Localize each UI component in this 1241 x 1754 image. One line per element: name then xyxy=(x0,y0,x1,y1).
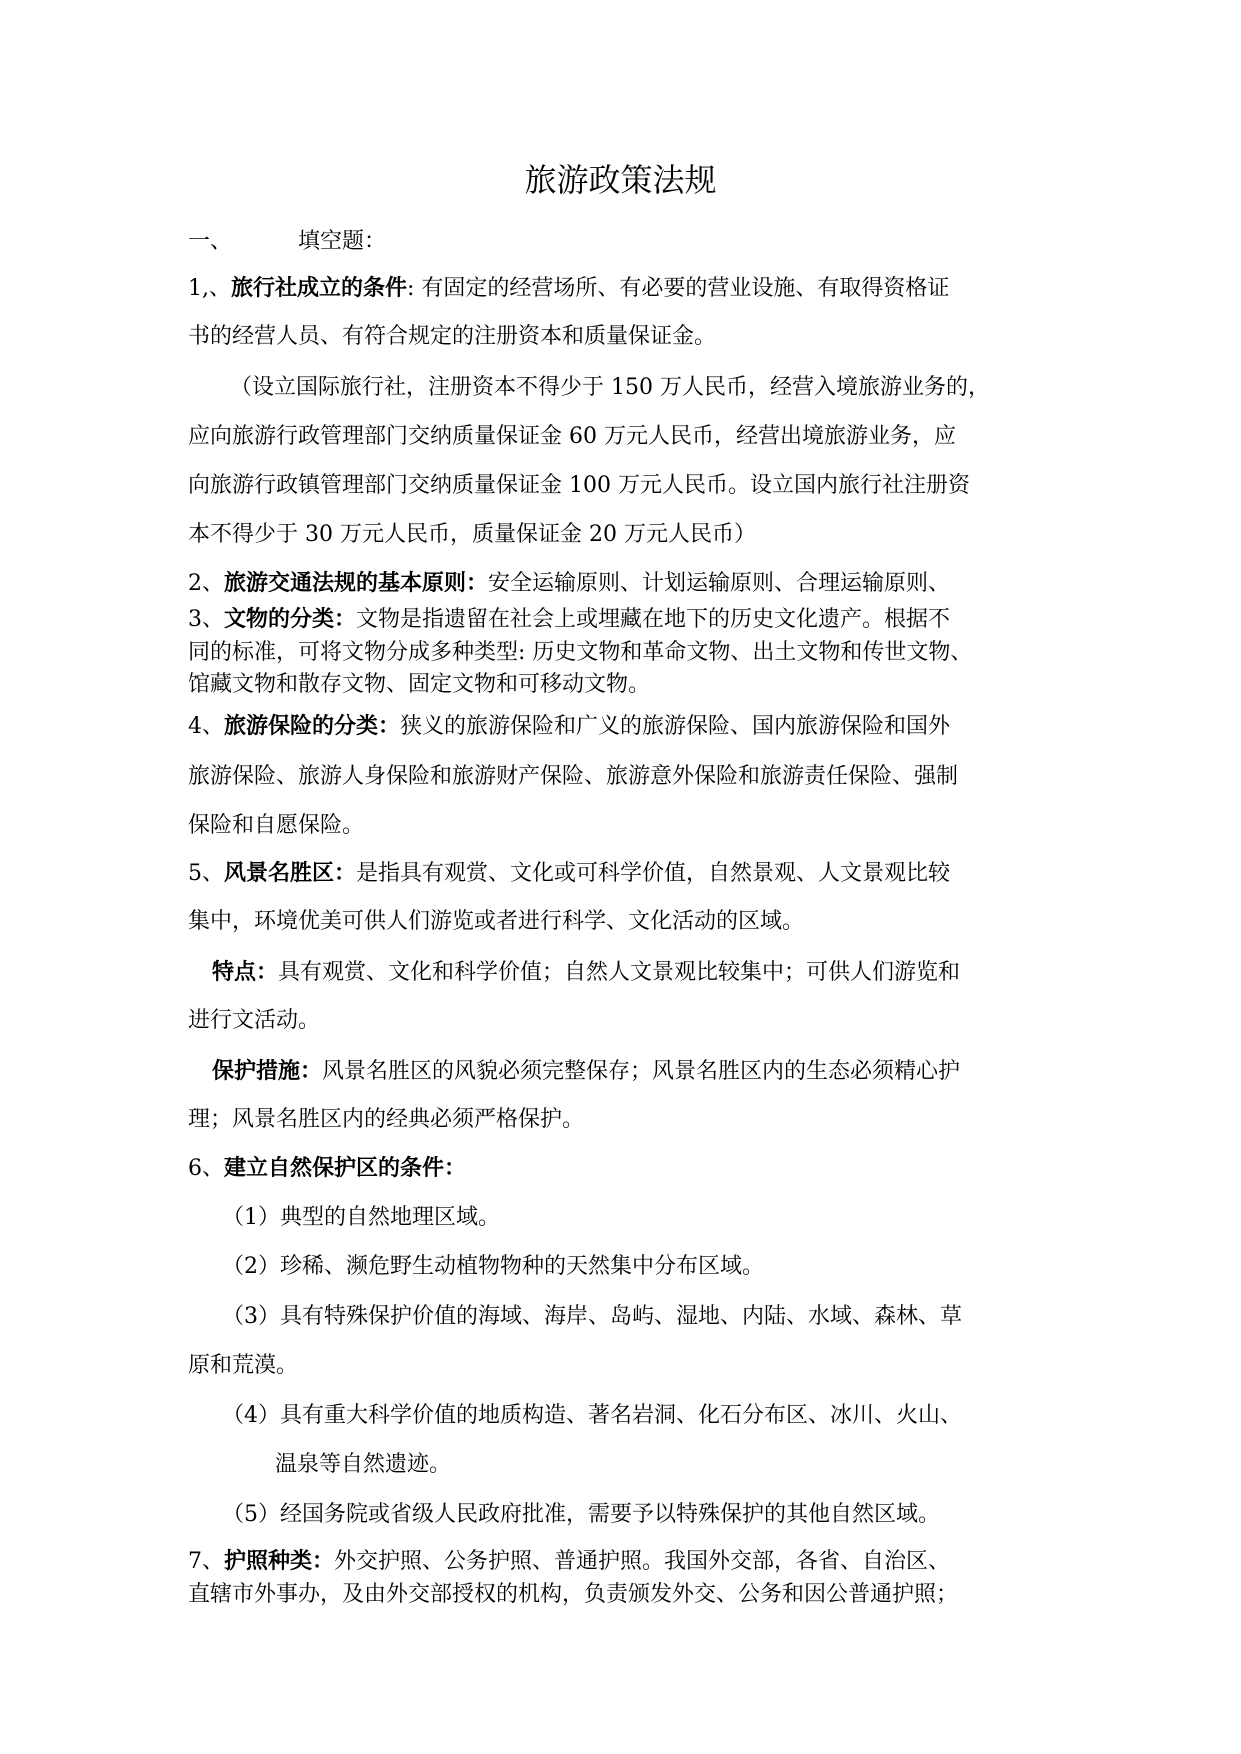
item-7-line-2: 直辖市外事办，及由外交部授权的机构，负责颁发外交、公务和因公普通护照； xyxy=(188,1582,959,1607)
condition-3-line-2: 原和荒漠。 xyxy=(188,1353,299,1378)
condition-2: （2）珍稀、濒危野生动植物物种的天然集中分布区域。 xyxy=(222,1254,764,1279)
features-label: 特点： xyxy=(212,959,279,985)
item-5-protection xyxy=(212,1056,960,1087)
condition-3: （3）具有特殊保护价值的海域、海岸、岛屿、湿地、内陆、水域、森林、草 xyxy=(222,1304,962,1329)
condition-4-line-2: 温泉等自然遗迹。 xyxy=(275,1452,452,1477)
item-1-note-line-1: （设立国际旅行社，注册资本不得少于 150 万人民币，经营入境旅游业务的， xyxy=(230,375,990,400)
item-5-definition: 是指具有观赏、文化或可科学价值，自然景观、人文景观比较 xyxy=(356,861,951,886)
item-6 xyxy=(188,1153,466,1184)
item-5-term: 风景名胜区： xyxy=(224,860,357,886)
item-4-term: 旅游保险的分类： xyxy=(224,713,401,739)
item-1-term: 旅行社成立的条件 xyxy=(231,275,408,301)
item-1-definition: : 有固定的经营场所、有必要的营业设施、有取得资格证 xyxy=(407,276,950,301)
item-5-protection-line-2: 理；风景名胜区内的经典必须严格保护。 xyxy=(188,1107,585,1132)
section-number: 一、 xyxy=(188,229,233,254)
features-text: 具有观赏、文化和科学价值；自然人文景观比较集中；可供人们游览和 xyxy=(278,960,961,985)
item-3-definition: 文物是指遗留在社会上或埋藏在地下的历史文化遗产。根据不 xyxy=(356,607,951,632)
protection-text: 风景名胜区的风貌必须完整保存；风景名胜区内的生态必须精心护 xyxy=(322,1059,961,1084)
item-1-note-line-2: 应向旅游行政管理部门交纳质量保证金 60 万元人民币，经营出境旅游业务，应 xyxy=(188,424,956,449)
item-5 xyxy=(188,858,950,889)
item-5-number: 5、 xyxy=(188,861,224,886)
item-3-line-2: 同的标准，可将文物分成多种类型: 历史文物和革命文物、出土文物和传世文物、 xyxy=(188,640,973,665)
item-1-note-line-3: 向旅游行政镇管理部门交纳质量保证金 100 万元人民币。设立国内旅行社注册资 xyxy=(188,473,970,498)
item-7 xyxy=(188,1546,950,1577)
condition-4: （4）具有重大科学价值的地质构造、著名岩洞、化石分布区、冰川、火山、 xyxy=(222,1403,962,1428)
item-1-line-2: 书的经营人员、有符合规定的注册资本和质量保证金。 xyxy=(188,324,717,349)
item-2-term: 旅游交通法规的基本原则： xyxy=(224,570,489,596)
page-title: 旅游政策法规 xyxy=(524,161,717,199)
item-1 xyxy=(188,273,949,304)
item-4-definition: 狭义的旅游保险和广义的旅游保险、国内旅游保险和国外 xyxy=(400,714,951,739)
item-2-definition: 安全运输原则、计划运输原则、合理运输原则、 xyxy=(488,571,951,596)
condition-1: （1）典型的自然地理区域。 xyxy=(222,1205,500,1230)
section-heading xyxy=(188,227,386,257)
item-4-number: 4、 xyxy=(188,714,224,739)
item-7-definition: 外交护照、公务护照、普通护照。我国外交部，各省、自治区、 xyxy=(334,1549,951,1574)
item-3-number: 3、 xyxy=(188,607,224,632)
item-3-line-3: 馆藏文物和散存文物、固定文物和可移动文物。 xyxy=(188,672,651,697)
item-4 xyxy=(188,711,950,742)
item-1-number: 1,、 xyxy=(188,276,231,301)
item-3-term: 文物的分类： xyxy=(224,606,357,632)
item-1-note-line-4: 本不得少于 30 万元人民币，质量保证金 20 万元人民币） xyxy=(188,522,756,547)
item-7-number: 7、 xyxy=(188,1549,224,1574)
item-4-line-2: 旅游保险、旅游人身保险和旅游财产保险、旅游意外保险和旅游责任保险、强制 xyxy=(188,764,959,789)
item-6-number: 6、 xyxy=(188,1156,224,1181)
item-4-line-3: 保险和自愿保险。 xyxy=(188,813,365,838)
item-5-features xyxy=(212,957,960,988)
item-6-term: 建立自然保护区的条件： xyxy=(224,1155,467,1181)
condition-5: （5）经国务院或省级人民政府批准，需要予以特殊保护的其他自然区域。 xyxy=(222,1502,940,1527)
item-5-features-line-2: 进行文活动。 xyxy=(188,1008,321,1033)
item-2 xyxy=(188,568,950,599)
protection-label: 保护措施： xyxy=(212,1058,323,1084)
item-7-term: 护照种类： xyxy=(224,1548,335,1574)
item-2-number: 2、 xyxy=(188,571,224,596)
item-3 xyxy=(188,604,950,635)
section-title: 填空题： xyxy=(298,229,387,254)
item-5-line-2: 集中，环境优美可供人们游览或者进行科学、文化活动的区域。 xyxy=(188,909,805,934)
